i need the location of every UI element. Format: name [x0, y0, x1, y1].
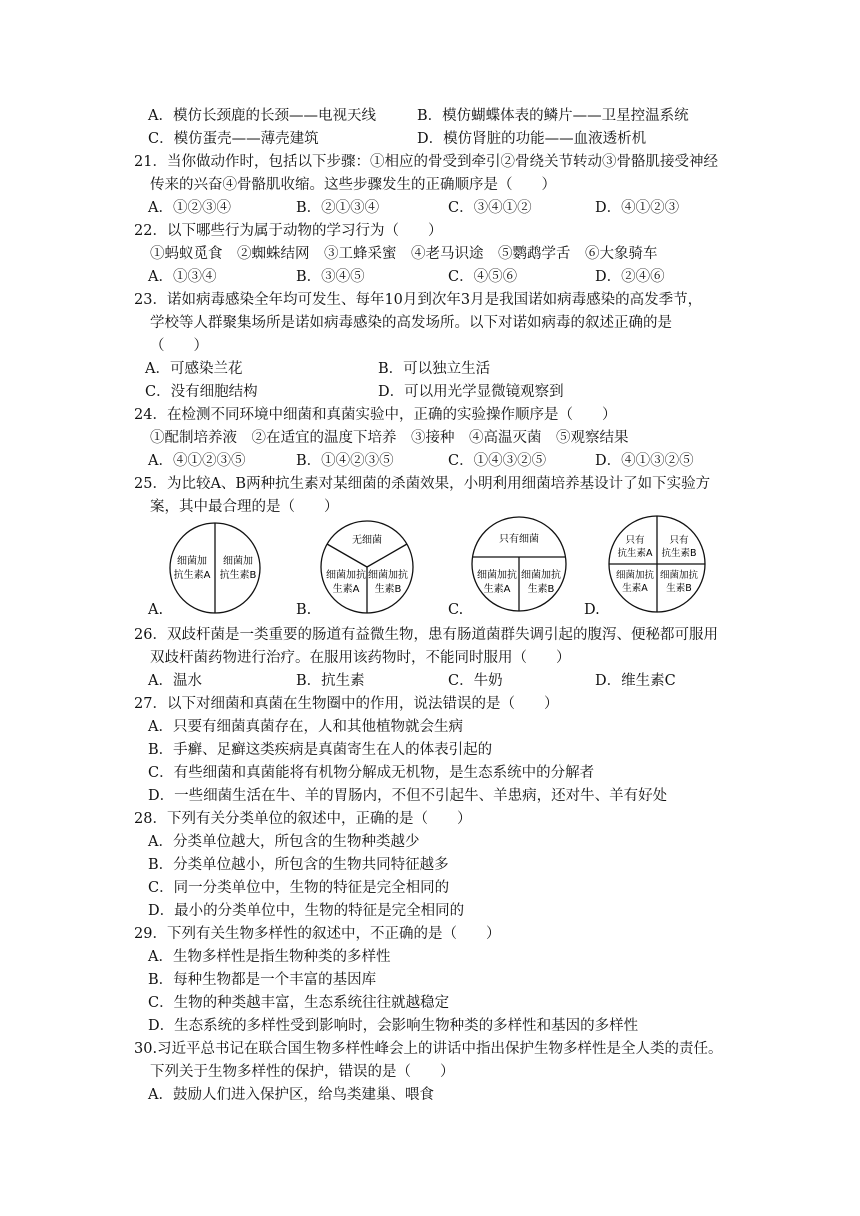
dish-diagram-b: [316, 518, 418, 616]
q21-option-c: C．③④①②: [448, 200, 532, 216]
q23-option-b: B．可以独立生活: [378, 361, 491, 377]
q23-option-d: D．可以用光学显微镜观察到: [378, 384, 564, 400]
dish-c-left-label-2: 生素A: [483, 584, 511, 595]
dish-diagram-d: [605, 512, 709, 616]
dish-c-top-label: 只有细菌: [499, 534, 539, 545]
dish-b-top-label: 无细菌: [352, 535, 382, 546]
q24-option-c: C．①④③②⑤: [448, 453, 547, 469]
q27-stem: 27．以下对细菌和真菌在生物圈中的作用，说法错误的是（ ）: [134, 696, 559, 712]
q29-option-d: D．生态系统的多样性受到影响时，会影响生物种类的多样性和基因的多样性: [148, 1018, 639, 1034]
q30-stem-line2: 下列关于生物多样性的保护，错误的是（ ）: [150, 1064, 455, 1080]
dish-a-right-label-1: 细菌加: [223, 556, 253, 567]
q25-option-c-label: C.: [448, 602, 464, 618]
q29-option-a: A．生物多样性是指生物种类的多样性: [148, 949, 391, 965]
dish-d-bottomright-label-1: 细菌加抗: [659, 570, 699, 581]
q22-option-b: B．③④⑤: [296, 269, 365, 285]
q25-option-a-label: A.: [148, 602, 164, 618]
q25-stem-line2: 案，其中最合理的是（ ）: [150, 499, 339, 515]
q29-stem: 29．下列有关生物多样性的叙述中，不正确的是（ ）: [134, 926, 501, 942]
dish-b-right-label-1: 细菌加抗: [368, 570, 408, 581]
dish-diagram-a: [165, 520, 265, 616]
q23-stem-line3: （ ）: [150, 338, 208, 354]
q28-option-b: B．分类单位越小，所包含的生物共同特征越多: [148, 857, 449, 873]
q23-stem-line1: 23．诺如病毒感染全年均可发生、每年10月到次年3月是我国诺如病毒感染的高发季节，: [134, 292, 703, 308]
dish-diagram-c: [468, 513, 570, 615]
q23-option-c: C．没有细胞结构: [145, 384, 258, 400]
q24-stem: 24．在检测不同环境中细菌和真菌实验中，正确的实验操作顺序是（ ）: [134, 407, 617, 423]
q24-option-a: A．④①②③⑤: [148, 453, 246, 469]
q28-option-d: D．最小的分类单位中，生物的特征是完全相同的: [148, 903, 465, 919]
q24-option-b: B．①④②③⑤: [296, 453, 394, 469]
q28-option-a: A．分类单位越大，所包含的生物种类越少: [148, 834, 420, 850]
q28-option-c: C．同一分类单位中，生物的特征是完全相同的: [148, 880, 450, 896]
q22-items: ①蚂蚁觅食 ②蜘蛛结网 ③工蜂采蜜 ④老马识途 ⑤鹦鹉学舌 ⑥大象骑车: [150, 246, 658, 262]
q26-option-d: D．维生素C: [595, 673, 676, 689]
q29-option-c: C．生物的种类越丰富，生态系统往往就越稳定: [148, 995, 450, 1011]
q20-option-d: D．模仿肾脏的功能——血液透析机: [417, 131, 647, 147]
q21-option-d: D．④①②③: [595, 200, 680, 216]
q27-option-c: C．有些细菌和真菌能将有机物分解成无机物，是生态系统中的分解者: [148, 765, 595, 781]
q29-option-b: B．每种生物都是一个丰富的基因库: [148, 972, 377, 988]
dish-c-right-label-2: 生素B: [527, 584, 555, 595]
dish-d-bottomright-label-2: 生素B: [666, 583, 692, 594]
dish-d-bottomleft-label-2: 生素A: [622, 583, 648, 594]
dish-b-right-label-2: 生素B: [374, 584, 402, 595]
dish-d-bottomleft-label-1: 细菌加抗: [615, 570, 655, 581]
q21-stem-line2: 传来的兴奋④骨骼肌收缩。这些步骤发生的正确顺序是（ ）: [150, 177, 556, 193]
dish-b-left-label-2: 生素A: [332, 584, 360, 595]
q27-option-a: A．只要有细菌真菌存在，人和其他植物就会生病: [148, 719, 463, 735]
q21-option-b: B．②①③④: [296, 200, 380, 216]
q26-stem-line1: 26．双歧杆菌是一类重要的肠道有益微生物，患有肠道菌群失调引起的腹泻、便秘都可服用: [134, 627, 718, 643]
dish-d-topleft-label-1: 只有: [625, 535, 645, 546]
dish-a-right-label-2: 抗生素B: [219, 570, 257, 581]
q26-stem-line2: 双歧杆菌药物进行治疗。在服用该药物时，不能同时服用（ ）: [150, 650, 571, 666]
q30-stem-line1: 30.习近平总书记在联合国生物多样性峰会上的讲话中指出保护生物多样性是全人类的责任。: [134, 1041, 723, 1057]
q27-option-d: D．一些细菌生活在牛、羊的胃肠内，不但不引起牛、羊患病，还对牛、羊有好处: [148, 788, 668, 804]
dish-d-topleft-label-2: 抗生素A: [617, 548, 653, 559]
q22-option-c: C．④⑤⑥: [448, 269, 518, 285]
q26-option-a: A．温水: [148, 673, 202, 689]
q24-option-d: D．④①③②⑤: [595, 453, 694, 469]
q21-stem-line1: 21．当你做动作时，包括以下步骤：①相应的骨受到牵引②骨绕关节转动③骨骼肌接受神经: [134, 154, 718, 170]
q28-stem: 28．下列有关分类单位的叙述中，正确的是（ ）: [134, 811, 472, 827]
dish-c-right-label-1: 细菌加抗: [521, 570, 561, 581]
q22-option-a: A．①③④: [148, 269, 217, 285]
q25-option-d-label: D.: [584, 602, 600, 618]
q30-option-a: A．鼓励人们进入保护区，给鸟类建巢、喂食: [148, 1087, 434, 1103]
q21-option-a: A．①②③④: [148, 200, 231, 216]
dish-a-left-label-1: 细菌加: [177, 556, 207, 567]
dish-d-topright-label-1: 只有: [669, 535, 689, 546]
q25-stem-line1: 25．为比较A、B两种抗生素对某细菌的杀菌效果，小明利用细菌培养基设计了如下实验方: [134, 476, 711, 492]
q20-option-a: A．模仿长颈鹿的长颈——电视天线: [148, 108, 376, 124]
q25-option-b-label: B.: [296, 602, 312, 618]
q22-stem: 22．以下哪些行为属于动物的学习行为（ ）: [134, 223, 443, 239]
q24-items: ①配制培养液 ②在适宜的温度下培养 ③接种 ④高温灭菌 ⑤观察结果: [150, 430, 629, 446]
dish-c-left-label-1: 细菌加抗: [477, 570, 517, 581]
dish-b-left-label-1: 细菌加抗: [326, 570, 366, 581]
q23-stem-line2: 学校等人群聚集场所是诺如病毒感染的高发场所。以下对诺如病毒的叙述正确的是: [150, 315, 672, 331]
q23-option-a: A．可感染兰花: [145, 361, 243, 377]
q22-option-d: D．②④⑥: [595, 269, 665, 285]
q20-option-b: B．模仿蝴蝶体表的鳞片——卫星控温系统: [417, 108, 689, 124]
dish-d-topright-label-2: 抗生素B: [661, 548, 697, 559]
q26-option-b: B．抗生素: [296, 673, 365, 689]
dish-a-left-label-2: 抗生素A: [173, 570, 211, 581]
q20-option-c: C．模仿蛋壳——薄壳建筑: [148, 131, 319, 147]
q27-option-b: B．手癣、足癣这类疾病是真菌寄生在人的体表引起的: [148, 742, 493, 758]
q26-option-c: C．牛奶: [448, 673, 503, 689]
